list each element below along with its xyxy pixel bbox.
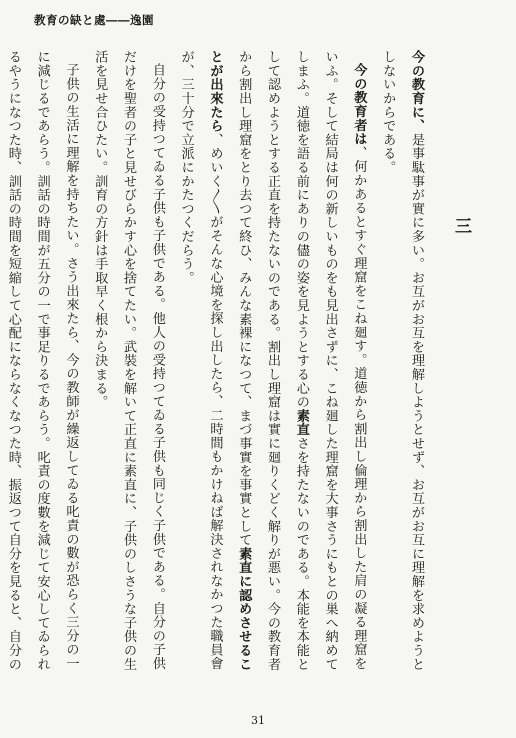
running-header: 教育の缺と處――逸園 <box>34 13 154 27</box>
text-run: 子供の生活に理解を持ちたい。さう出來たら、今の教師が繰返してゐる叱責の數が恐らく三分の一に減じるであらう。訓話の時間が五分の一で事足りるであらう。叱責の度數を減じて安心してゐられるやうになつた時、訓話の時間を短縮して心配にならなくなつた時、振返つて自分を見ると、自分の <box>5 50 79 671</box>
text-run: 自分の受持つてゐる子供も子供である。他人の受持つてゐる子供も同じく子供である。自分の子供だけを聖者の子と見せびらかす心を捨てたい。武裝を解いて正直に素直に、子供のしさうな子供の生活を見せ合ひたい。訓育の方針は手取早く根から決まる。 <box>92 50 165 671</box>
bold-text-run: 素直に認めさせることが出來たら <box>207 50 252 672</box>
bold-text-run: 素直 <box>293 408 309 437</box>
text-run: 是事駄事が實に多い。お互がお互を理解しようとせず、お互がお互に理解を求めようとしないからである。 <box>380 50 424 672</box>
page-number: 31 <box>251 714 265 727</box>
paragraph <box>372 50 430 682</box>
paragraph <box>84 50 170 682</box>
text-run: 、めいく〳〵がそんな心境を探し出したら、二時間もかけねば解決されなかつた職員會が、三十分で立派にかたつくだらう。 <box>178 50 223 671</box>
paragraph <box>0 50 84 682</box>
text-run: 、何かあるとすぐ理窟をこね廻す。道徳から割出し倫理から割出した肩の凝る理窟をいふ。そして結局は何の新しいものをも見出さずに、こね廻した理窟を大事さうにもとの巣へ納めてしまふ。道徳を語る前にありの儘の姿を見ようとする心の <box>293 50 367 671</box>
section-number: 三 <box>455 217 472 237</box>
bold-text-run: 今の教育者は <box>351 63 367 146</box>
body-text <box>0 50 430 682</box>
bold-text-run: 今の教育に、 <box>409 50 424 133</box>
text-run: さを持たないのである。本能を本能として認めようとする正直を持たないのである。割出し理窟は實に廻りくどく解りが悪い。今の教育者から割出し理窟をとり去つて終ひ、みんな素裸になつて、まづ事實を事實として <box>236 50 309 672</box>
paragraph <box>171 50 373 682</box>
